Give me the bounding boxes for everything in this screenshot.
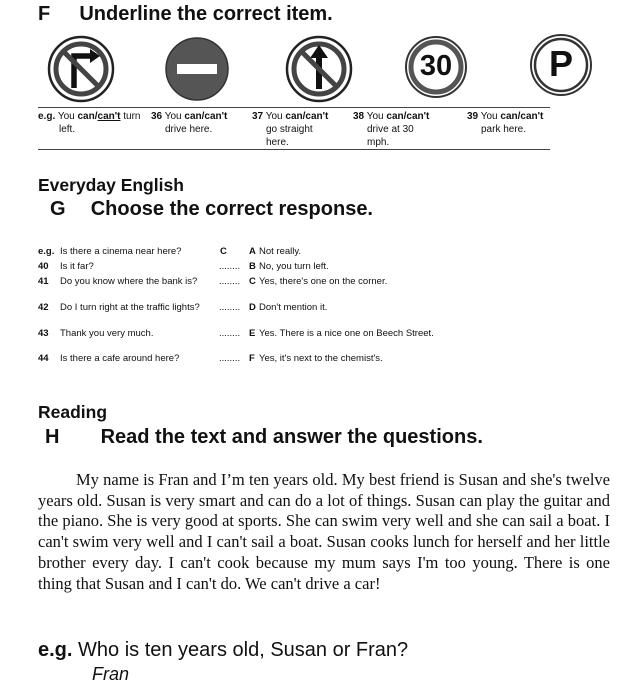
caption-choice: can/can't <box>386 111 430 122</box>
caption-choice: can/can't <box>500 111 544 122</box>
section-g-heading: Everyday English <box>38 175 184 195</box>
section-f-title <box>38 3 333 26</box>
caption-line: here. <box>266 137 289 148</box>
question-text: Do I turn right at the traffic lights? <box>60 302 200 313</box>
caption-36 <box>151 110 227 136</box>
section-h-heading: Reading <box>38 402 108 422</box>
section-f-letter: F <box>38 3 51 25</box>
caption-line: left. <box>59 124 76 135</box>
caption-39 <box>467 110 543 136</box>
example-question <box>38 639 408 662</box>
section-f-instruction: Underline the correct item. <box>79 3 333 25</box>
caption-text: You <box>164 111 185 122</box>
reading-passage: My name is Fran and I’m ten years old. My best friend is Susan and she's twelve years old. Susan is very smart and can do a lot of things. Susan can play the guitar and the piano. She is very good at sports. She can swim very well and she can sail a boat. I can't swim very well and I can't sail a boat. Susan cooks lunch for herself and her little brother every day. I can't cook because my mum says I'm too young. There is one thing that Susan and I can't do. We can't drive a car! <box>38 470 610 593</box>
speed-limit-value: 30 <box>419 50 453 82</box>
option-letter: F <box>249 353 255 364</box>
question-number: 40 <box>38 261 49 272</box>
option-text: Not really. <box>259 246 302 257</box>
caption-text: turn <box>120 111 141 122</box>
option-text: Yes, it's next to the chemist's. <box>259 353 383 364</box>
caption-38 <box>353 110 429 149</box>
example-answer-letter: C <box>220 246 227 257</box>
caption-text: You <box>57 111 78 122</box>
question-number: 44 <box>38 353 49 364</box>
caption-bottom-rule <box>38 149 550 150</box>
option-letter: D <box>249 302 256 313</box>
section-g-instruction: Choose the correct response. <box>90 198 373 220</box>
section-h-instruction: Read the text and answer the questions. <box>100 426 483 448</box>
caption-text: You <box>265 111 286 122</box>
caption-choice: can/can't <box>184 111 228 122</box>
caption-num: 38 <box>353 111 365 122</box>
question-text: Is there a cafe around here? <box>60 353 180 364</box>
caption-underlined-answer: can't <box>97 111 121 122</box>
section-g-letter: G <box>50 198 66 220</box>
option-letter: B <box>249 261 256 272</box>
caption-text: You <box>480 111 501 122</box>
example-label: e.g. <box>38 639 73 661</box>
option-text: Yes. There is a nice one on Beech Street. <box>259 328 434 339</box>
caption-top-rule <box>38 107 550 108</box>
answer-blank: ........ <box>219 353 241 364</box>
question-text: Is there a cinema near here? <box>60 246 182 257</box>
question-number: 43 <box>38 328 49 339</box>
caption-text: You <box>366 111 387 122</box>
option-text: Yes, there's one on the corner. <box>259 276 388 287</box>
question-number: 42 <box>38 302 49 313</box>
answer-blank: ........ <box>219 328 241 339</box>
example-answer: Fran <box>92 664 130 684</box>
caption-line: drive at 30 <box>367 124 414 135</box>
answer-blank: ........ <box>219 261 241 272</box>
section-h-letter: H <box>45 426 60 448</box>
option-text: Don't mention it. <box>259 302 328 313</box>
caption-num: e.g. <box>38 111 56 122</box>
caption-line: mph. <box>367 137 390 148</box>
caption-line: drive here. <box>165 124 213 135</box>
question-text: Thank you very much. <box>60 328 154 339</box>
caption-num: 39 <box>467 111 479 122</box>
section-g-title <box>50 198 373 221</box>
caption-example <box>38 110 140 136</box>
caption-choice: can/can't <box>285 111 329 122</box>
question-text: Do you know where the bank is? <box>60 276 198 287</box>
section-h-title <box>45 426 483 449</box>
example-question-text: Who is ten years old, Susan or Fran? <box>78 639 409 661</box>
caption-choice: can/ <box>77 111 98 122</box>
caption-37 <box>252 110 328 149</box>
option-letter: E <box>249 328 256 339</box>
speed-limit-30-sign <box>404 35 468 99</box>
question-number: 41 <box>38 276 49 287</box>
question-number: e.g. <box>38 246 55 257</box>
caption-num: 37 <box>252 111 264 122</box>
parking-sign <box>529 33 593 97</box>
answer-blank: ........ <box>219 302 241 313</box>
option-letter: C <box>249 276 256 287</box>
caption-line: go straight <box>266 124 313 135</box>
caption-num: 36 <box>151 111 163 122</box>
question-text: Is it far? <box>60 261 94 272</box>
option-letter: A <box>249 246 256 257</box>
answer-blank: ........ <box>219 276 241 287</box>
no-right-turn-sign-icon <box>46 34 116 104</box>
no-straight-ahead-sign-icon <box>284 33 354 105</box>
caption-line: park here. <box>481 124 527 135</box>
parking-letter: P <box>548 43 573 84</box>
no-entry-sign-icon <box>163 35 231 103</box>
option-text: No, you turn left. <box>259 261 329 272</box>
